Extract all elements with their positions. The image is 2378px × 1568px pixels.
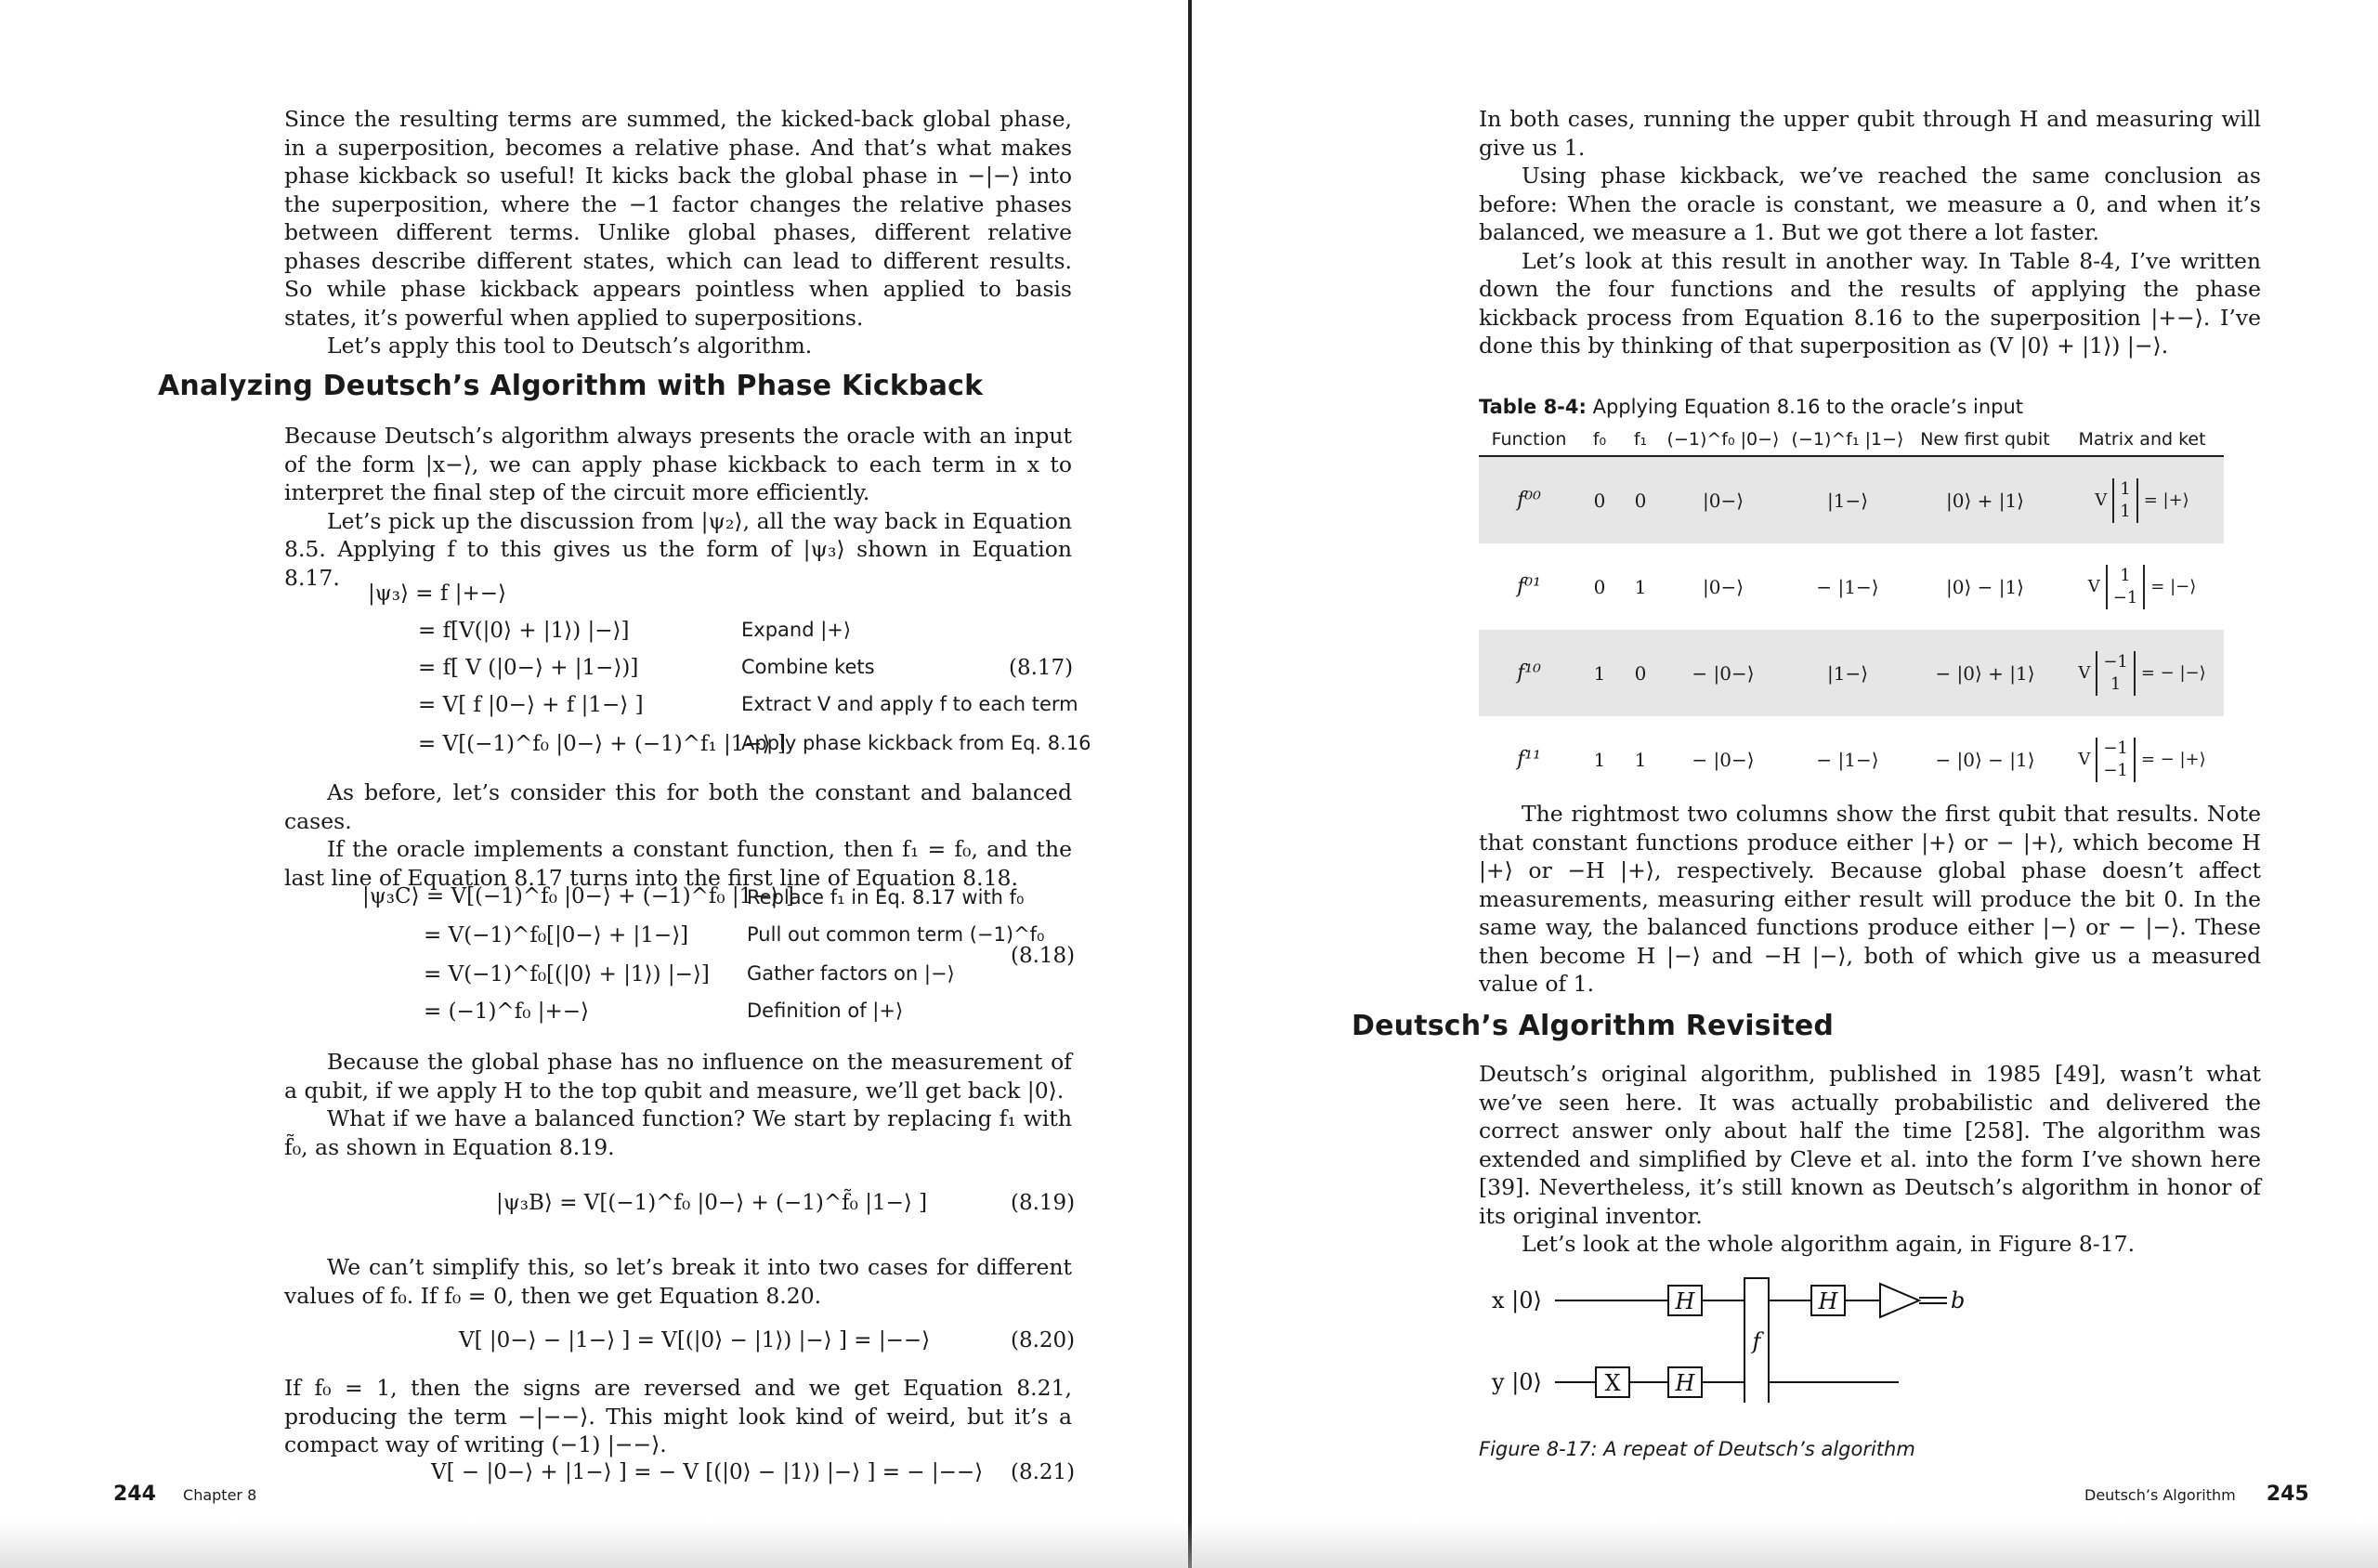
intro-paragraph-2: Let’s apply this tool to Deutsch’s algorithm. xyxy=(327,333,813,359)
intro-paragraph: Since the resulting terms are summed, the kicked-back global phase, in a superposition, becomes a relative phase. And that’s what makes phase kickback so useful! It kicks back the global phase in −|−⟩ into the superposition, where the −1 factor changes the relative phases between different terms. Unlike global phases, different relative phases describe different states, which can lead to different results. So while phase kickback appears pointless when applied to basis states, it’s powerful when applied to superpositions. xyxy=(284,106,1072,331)
ket-result: = − |−⟩ xyxy=(2140,663,2206,683)
eq-note: Gather factors on |−⟩ xyxy=(747,962,955,985)
cell-function: f¹⁰ xyxy=(1479,630,1579,716)
eq-row: = V[ f |0−⟩ + f |1−⟩ ] xyxy=(418,693,644,717)
hadamard-label: H xyxy=(1675,1370,1695,1396)
figure-caption: Figure 8-17: A repeat of Deutsch’s algorithm xyxy=(1479,1438,1915,1460)
equation-8-18 xyxy=(362,884,1078,1033)
top-input-label: x |0⟩ xyxy=(1492,1287,1542,1313)
table-row xyxy=(1479,716,2224,803)
cell-f1: 0 xyxy=(1620,456,1661,543)
cell-f0: 0 xyxy=(1593,575,1606,598)
eq-row: = V(−1)^f₀[|0−⟩ + |1−⟩] xyxy=(424,923,689,947)
cell-new-qubit: |0⟩ − |1⟩ xyxy=(1945,575,2024,598)
revisited-text xyxy=(1479,1060,2261,1259)
para-3: As before, let’s consider this for both the constant and balanced cases. xyxy=(284,779,1072,834)
eq-row: |ψ₃C⟩ = V[(−1)^f₀ |0−⟩ + (−1)^f₀ |1−⟩ ] xyxy=(362,884,794,908)
para-6: What if we have a balanced function? We start by replacing f₁ with f̃₀, as shown in Equation 8.19. xyxy=(284,1105,1072,1160)
right-folio xyxy=(2084,1483,2309,1506)
eq-row: |ψ₃B⟩ = V[(−1)^f₀ |0−⟩ + (−1)^f̃₀ |1−⟩ ] xyxy=(496,1191,928,1215)
equation-number: (8.20) xyxy=(1011,1328,1076,1352)
eq-row: = f[ V (|0−⟩ + |1−⟩)] xyxy=(418,656,639,680)
eq-row: = V(−1)^f₀[(|0⟩ + |1⟩) |−⟩] xyxy=(424,962,710,987)
table-caption-label: Table 8-4: xyxy=(1479,396,1587,418)
eq-note: Definition of |+⟩ xyxy=(747,1000,904,1022)
bottom-input-label: y |0⟩ xyxy=(1492,1369,1542,1395)
table-8-4 xyxy=(1479,425,2224,803)
para-1: Because Deutsch’s algorithm always presents the oracle with an input of the form |x−⟩, we can apply phase kickback to each term in x to interpret the final step of the circuit more efficiently. xyxy=(284,423,1072,505)
output-label: b xyxy=(1951,1287,1966,1313)
page-number: 244 xyxy=(113,1483,156,1506)
right-para-2: Using phase kickback, we’ve reached the same conclusion as before: When the oracle is constant, we measure a 0, and when it’s balanced, we measure a 1. But we got there a lot faster. xyxy=(1479,163,2261,245)
measurement-icon xyxy=(1880,1284,1919,1317)
para-5: Because the global phase has no influence on the measurement of a qubit, if we apply H to the top qubit and measure, we’ll get back |0⟩. xyxy=(284,1049,1072,1104)
cell-function: f⁰¹ xyxy=(1517,575,1541,598)
deutsch-circuit xyxy=(1479,1263,1980,1403)
right-para-4: The rightmost two columns show the first qubit that results. Note that constant functions produce either |+⟩ or − |+⟩, which become H |+⟩ or −H |+⟩, respectively. Because global phase doesn’t affect measurements, measuring either result will produce the bit 0. In the same way, the balanced functions produce either |−⟩ or − |−⟩. These then become H |−⟩ and −H |−⟩, both of which give us a measured value of 1. xyxy=(1479,801,2261,997)
equation-8-19 xyxy=(362,1189,1078,1226)
right-intro-text xyxy=(1479,105,2261,360)
equation-number: (8.21) xyxy=(1011,1460,1076,1484)
col-header: Matrix and ket xyxy=(2060,425,2224,456)
cell-matrix-ket: V −1 1 = − |−⟩ xyxy=(2060,630,2224,716)
table-row xyxy=(1479,630,2224,716)
eq-note: Pull out common term (−1)^f₀ xyxy=(747,923,1045,946)
equation-8-17 xyxy=(362,580,1091,765)
vector-bottom: −1 xyxy=(2112,587,2138,608)
constant-case-text xyxy=(284,778,1072,892)
eq-note: Expand |+⟩ xyxy=(741,619,852,641)
column-vector xyxy=(2106,565,2146,609)
table-row xyxy=(1479,456,2224,543)
eq-note: Combine kets xyxy=(741,656,875,678)
cell-matrix-ket: V −1 −1 = − |+⟩ xyxy=(2078,738,2206,780)
cell-term-1: |1−⟩ xyxy=(1785,630,1910,716)
right-para-6: Let’s look at the whole algorithm again, in Figure 8-17. xyxy=(1522,1231,2136,1257)
col-header: (−1)^f₀ |0−⟩ xyxy=(1661,425,1785,456)
cell-new-qubit: − |0⟩ − |1⟩ xyxy=(1935,748,2035,771)
column-vector xyxy=(2112,478,2137,523)
eq-row: = V[(−1)^f₀ |0−⟩ + (−1)^f₁ |1−⟩ ] xyxy=(418,732,786,756)
column-vector xyxy=(2096,738,2136,782)
right-para-1: In both cases, running the upper qubit through H and measuring will give us 1. xyxy=(1479,106,2261,161)
sign-reversed-text xyxy=(284,1374,1072,1459)
ket-result: = |+⟩ xyxy=(2143,490,2189,510)
cell-f1: 0 xyxy=(1620,630,1661,716)
eq-row: = (−1)^f₀ |+−⟩ xyxy=(424,1000,590,1024)
col-header: (−1)^f₁ |1−⟩ xyxy=(1785,425,1910,456)
x-gate-label: X xyxy=(1604,1370,1621,1396)
global-phase-text xyxy=(284,1048,1072,1161)
para-8: If f₀ = 1, then the signs are reversed and we get Equation 8.21, producing the term −|−−⟩. This might look kind of weird, but it’s a compact way of writing (−1) |−−⟩. xyxy=(284,1375,1072,1457)
cell-f0: 0 xyxy=(1579,456,1620,543)
para-2: Let’s pick up the discussion from |ψ₂⟩, all the way back in Equation 8.5. Applying f to this gives us the form of |ψ₃⟩ shown in Equation 8.17. xyxy=(284,507,1072,591)
vector-top: −1 xyxy=(2103,738,2128,758)
cell-f0: 1 xyxy=(1593,748,1606,771)
cell-new-qubit: |0⟩ + |1⟩ xyxy=(1910,456,2060,543)
equation-8-21 xyxy=(362,1458,1078,1496)
cell-f0: 1 xyxy=(1579,630,1620,716)
balanced-case-text xyxy=(284,1253,1072,1310)
section-heading-analyzing: Analyzing Deutsch’s Algorithm with Phase Kickback xyxy=(158,370,984,402)
section-heading-revisited: Deutsch’s Algorithm Revisited xyxy=(1352,1010,1835,1042)
chapter-title-label: Deutsch’s Algorithm xyxy=(2084,1486,2236,1504)
eq-row: V[ − |0−⟩ + |1−⟩ ] = − V [(|0⟩ − |1⟩) |−⟩ ] = − |−−⟩ xyxy=(431,1460,984,1484)
eq-note: Apply phase kickback from Eq. 8.16 xyxy=(741,732,1091,754)
cell-term-0: |0−⟩ xyxy=(1661,456,1785,543)
eq-row: |ψ₃⟩ = f |+−⟩ xyxy=(368,581,506,606)
cell-new-qubit: − |0⟩ + |1⟩ xyxy=(1910,630,2060,716)
cell-term-1: |1−⟩ xyxy=(1785,456,1910,543)
page-number: 245 xyxy=(2266,1483,2309,1506)
cell-function: f¹¹ xyxy=(1517,748,1541,771)
equation-8-20 xyxy=(362,1326,1078,1364)
cell-term-0: − |0−⟩ xyxy=(1692,748,1755,771)
right-para-3: Let’s look at this result in another way. In Table 8-4, I’ve written down the four functions and the results of applying the phase kickback process from Equation 8.16 to the superposition |+−⟩. I’ve done this by thinking of that superposition as (V |0⟩ + |1⟩) |−⟩. xyxy=(1479,247,2261,359)
oracle-label: f xyxy=(1752,1328,1761,1354)
cell-f1: 1 xyxy=(1634,748,1647,771)
vector-bottom: 1 xyxy=(2120,501,2131,521)
chapter-label: Chapter 8 xyxy=(183,1486,257,1504)
eq-note: Extract V and apply f to each term xyxy=(741,693,1078,715)
ket-result: = − |+⟩ xyxy=(2140,750,2206,769)
column-vector xyxy=(2096,651,2136,696)
hadamard-label: H xyxy=(1675,1288,1695,1314)
col-header: Function xyxy=(1479,425,1579,456)
vector-bottom: −1 xyxy=(2103,760,2128,780)
equation-number: (8.19) xyxy=(1011,1191,1076,1215)
vector-top: 1 xyxy=(2120,478,2131,499)
vector-bottom: 1 xyxy=(2110,673,2122,694)
ket-result: = |−⟩ xyxy=(2150,577,2197,596)
rightmost-columns-text xyxy=(1479,800,2261,999)
vector-top: 1 xyxy=(2120,565,2131,585)
cell-function: f⁰⁰ xyxy=(1479,456,1579,543)
table-row xyxy=(1479,543,2224,630)
eq-note: Replace f₁ in Eq. 8.17 with f₀ xyxy=(747,886,1025,908)
vector-top: −1 xyxy=(2103,651,2128,672)
cell-term-1: − |1−⟩ xyxy=(1816,575,1879,598)
col-header: f₀ xyxy=(1579,425,1620,456)
cell-matrix-ket: V 1 −1 = |−⟩ xyxy=(2087,565,2197,608)
left-folio xyxy=(113,1483,256,1506)
book-spine xyxy=(1188,0,1192,1568)
table-caption-text: Applying Equation 8.16 to the oracle’s input xyxy=(1586,396,2024,418)
table-caption xyxy=(1479,396,2023,418)
col-header: New first qubit xyxy=(1910,425,2060,456)
cell-matrix-ket: V 1 1 = |+⟩ xyxy=(2060,456,2224,543)
eq-row: V[ |0−⟩ − |1−⟩ ] = V[(|0⟩ − |1⟩) |−⟩ ] = |−−⟩ xyxy=(459,1328,931,1352)
analyzing-text xyxy=(284,422,1072,592)
equation-number: (8.17) xyxy=(1009,656,1074,680)
hadamard-label: H xyxy=(1818,1288,1838,1314)
para-7: We can’t simplify this, so let’s break it into two cases for different values of f₀. If f₀ = 0, then we get Equation 8.20. xyxy=(284,1254,1072,1309)
cell-term-0: |0−⟩ xyxy=(1702,575,1744,598)
cell-term-0: − |0−⟩ xyxy=(1661,630,1785,716)
page-bottom-shadow xyxy=(0,1522,2378,1568)
cell-term-1: − |1−⟩ xyxy=(1816,748,1879,771)
para-4: If the oracle implements a constant function, then f₁ = f₀, and the last line of Equation 8.17 turns into the first line of Equation 8.18. xyxy=(284,836,1072,891)
right-para-5: Deutsch’s original algorithm, published in 1985 [49], wasn’t what we’ve seen here. It was actually probabilistic and delivered the correct answer only about half the time [258]. The algorithm was extended and simplified by Cleve et al. into the form I’ve shown here [39]. Nevertheless, it’s still known as Deutsch’s algorithm in honor of its original inventor. xyxy=(1479,1061,2261,1229)
intro-text xyxy=(284,105,1072,360)
eq-row: = f[V(|0⟩ + |1⟩) |−⟩] xyxy=(418,619,630,643)
equation-number: (8.18) xyxy=(1011,944,1076,968)
col-header: f₁ xyxy=(1620,425,1661,456)
table-header-row xyxy=(1479,425,2224,456)
cell-f1: 1 xyxy=(1634,575,1647,598)
